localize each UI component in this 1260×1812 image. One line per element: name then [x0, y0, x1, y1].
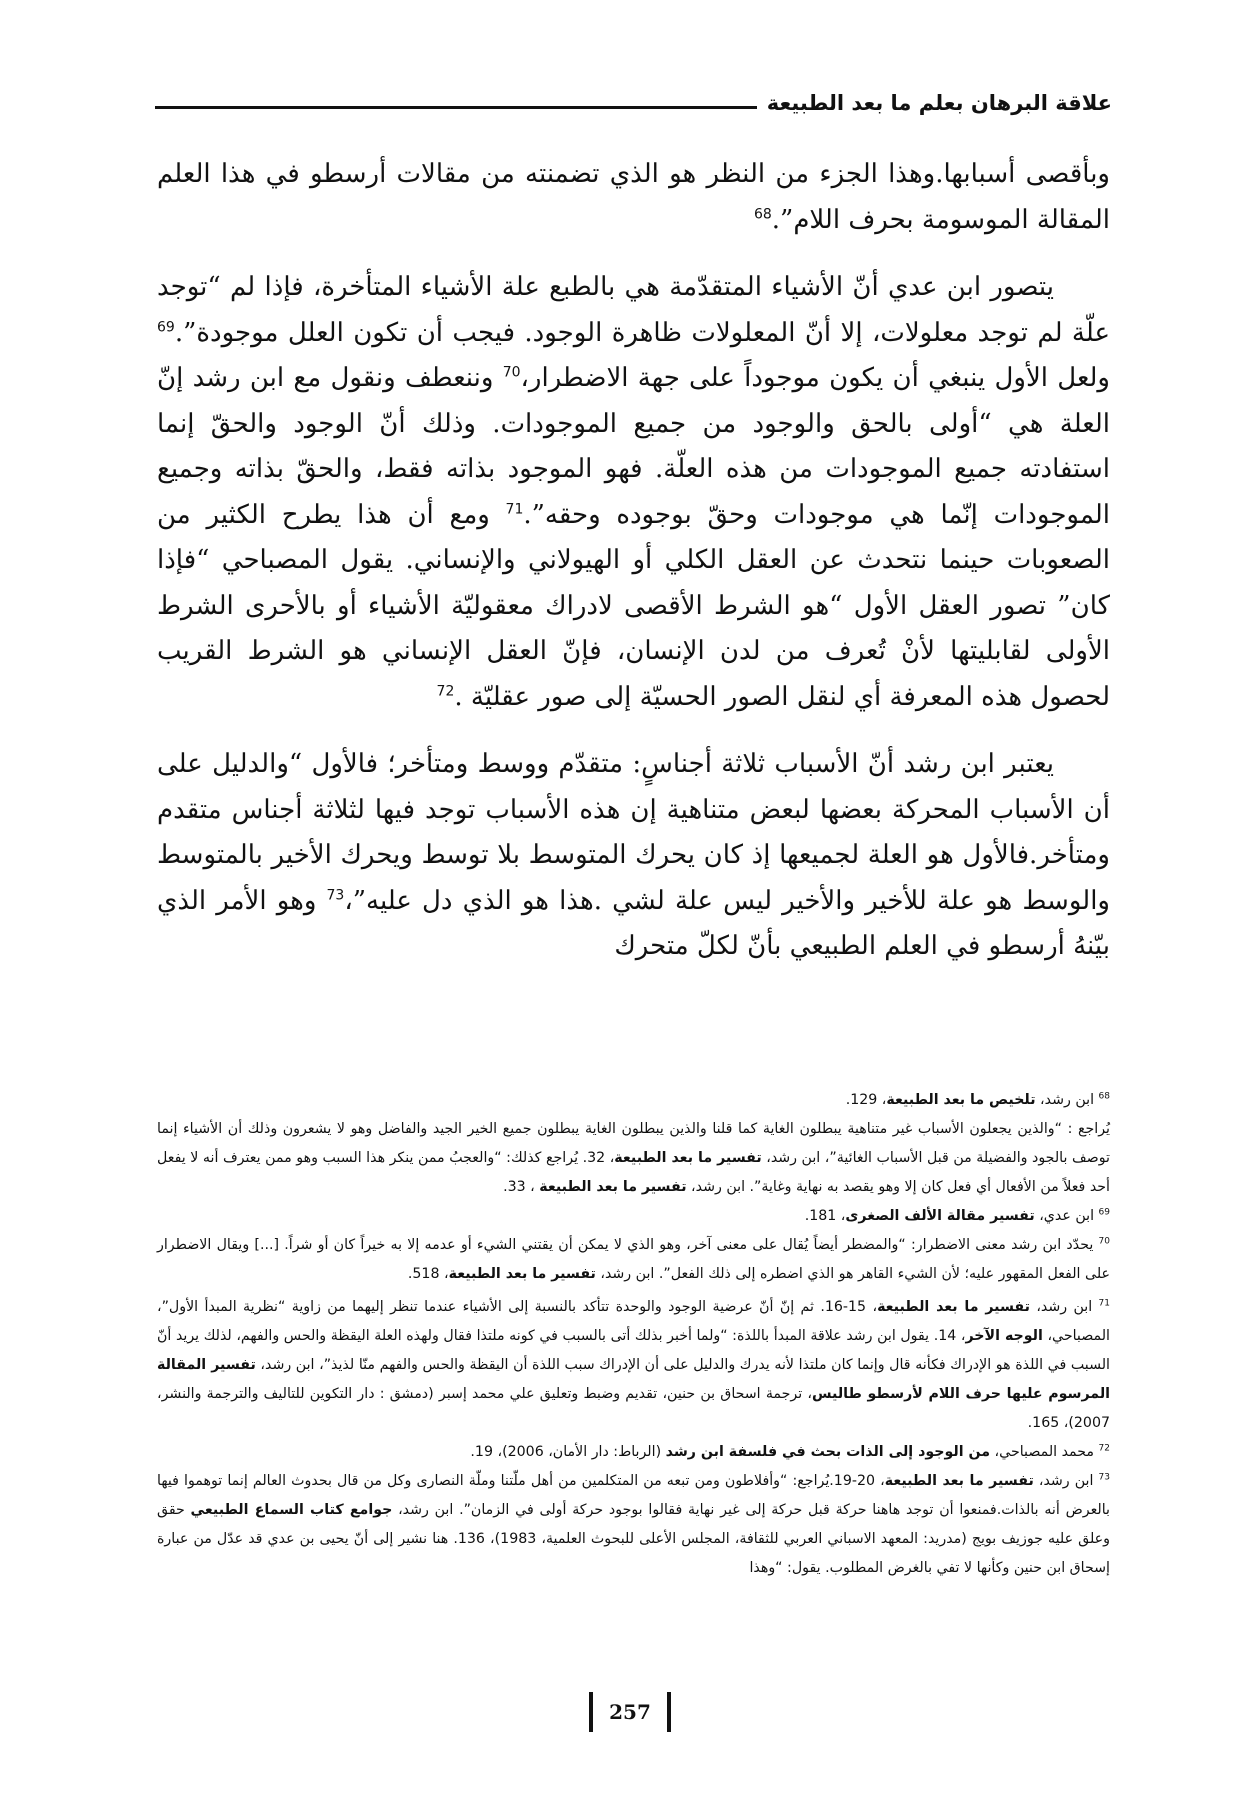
footnote-ref-68[interactable]: 68	[753, 205, 772, 222]
footnote-71-title-3: تفسير المقالة المرسوم عليها حرف اللام لأرسطو طاليس	[157, 1357, 1111, 1402]
footnote-69-number: 69	[1098, 1207, 1110, 1218]
footnote-70-number: 70	[1098, 1236, 1110, 1247]
footnote-70-text-c: ، 518.	[407, 1266, 449, 1282]
paragraph-1	[157, 152, 1110, 243]
footnote-69-title: تفسير مقالة الألف الصغرى	[845, 1208, 1035, 1224]
footnote-71-number: 71	[1098, 1298, 1110, 1309]
footnote-71	[157, 1293, 1110, 1438]
footnote-ref-71[interactable]: 71	[505, 500, 524, 517]
footnotes	[157, 1086, 1110, 1583]
page-number: 257	[589, 1692, 671, 1732]
footnote-68-number: 68	[1098, 1091, 1110, 1102]
footnote-68	[157, 1086, 1110, 1115]
footnote-71-text-c: ، 15-16. ثم إنّ أنّ عرضية الوجود والوحدة تتأكد بالنسبة إلى الأشياء عندما تنظر إليهما من زاوية “نظرية المبدأ الأول”، المصباحي،	[157, 1299, 1110, 1344]
footnote-68-text-c: ، 129.	[845, 1092, 887, 1108]
footnote-73-title-1: تفسير ما بعد الطبيعة	[884, 1473, 1034, 1489]
running-header-title: علاقة البرهان بعلم ما بعد الطبيعة	[757, 88, 1112, 118]
footnote-68b-text-c: ، 32. يُراجع كذلك: “والعجبُ ممن ينكر هذا السبب وهو ممن يعترف أنه لا يفعل أحد فعلاً من الأفعال أي فعل كان إلا وهو يقصد به نهاية وغاية”. ابن رشد،	[157, 1150, 1110, 1195]
footnote-72-text-a: محمد المصباحي،	[990, 1444, 1099, 1460]
footnote-68-title: تلخيص ما بعد الطبيعة	[886, 1092, 1036, 1108]
footnote-73-number: 73	[1098, 1472, 1110, 1483]
footnote-73-title-2: جوامع كتاب السماع الطبيعي	[190, 1502, 393, 1518]
footnote-71-text-e: ، ترجمة اسحاق بن حنين، تقديم وضبط وتعليق علي محمد إسبر (دمشق : دار التكوين للتاليف والترجمة والنشر، 2007)، 165.	[157, 1386, 1110, 1431]
paragraph-3-text-2: وهو الأمر الذي بيّنهُ أرسطو في العلم الطبيعي بأنّ لكلّ متحرك	[157, 885, 1110, 961]
footnote-72	[157, 1438, 1110, 1467]
footnote-73-text-a: ابن رشد،	[1033, 1473, 1099, 1489]
footnote-68b-title-1: تفسير ما بعد الطبيعة	[614, 1150, 762, 1166]
paragraph-1-text: وبأقصى أسبابها.وهذا الجزء من النظر هو الذي تضمنته من مقالات أرسطو في هذا العلم المقالة الموسومة بحرف اللام”.	[157, 159, 1110, 235]
footnote-68b-title-2: تفسير ما بعد الطبيعة	[539, 1179, 687, 1195]
footnote-71-text-d: ، 14. يقول ابن رشد علاقة المبدأ باللذة: “ولما أخبر بذلك أتى بالسبب في كونه ملتذا فقال ولهذه العلة اليقظة والحس والفهم، لذلك يريد أنّ السبب في اللذة هو الإدراك فكأنه قال وإنما كان ملتذا لأنه يدرك والدليل على أن الإدراك سبب اللذة أن اليقظة والحس والفهم منّا لذيذ”، ابن رشد،	[157, 1328, 1111, 1373]
footnote-68b-text-d: ، 33.	[503, 1179, 540, 1195]
footnote-72-number: 72	[1098, 1443, 1110, 1454]
running-header	[155, 88, 1112, 122]
footnote-71-title-2: الوجه الآخر	[965, 1328, 1043, 1344]
footnote-70-text-a: يحدّد ابن رشد معنى الاضطرار: “والمضطر أيضاً يُقال على معنى آخر، وهو الذي لا يمكن أن يقتني الشيء أو عدمه إلا به خيراً كان أو شراً. [...] ويقال الاضطرار على الفعل المقهور عليه؛ لأن الشيء القاهر هو الذي اضطره إلى ذلك الفعل”. ابن رشد،	[157, 1237, 1110, 1282]
footnote-68-text-a: ابن رشد،	[1035, 1092, 1099, 1108]
footnote-69-text-c: ، 181.	[804, 1208, 846, 1224]
footnote-69-text-a: ابن عدي،	[1034, 1208, 1099, 1224]
footnote-72-title: من الوجود إلى الذات بحث في فلسفة ابن رشد	[665, 1444, 991, 1460]
footnote-71-text-a: ابن رشد،	[1029, 1299, 1099, 1315]
paragraph-3-text-1: يعتبر ابن رشد أنّ الأسباب ثلاثة أجناسٍ: متقدّم ووسط ومتأخر؛ فالأول “والدليل على أن الأسباب المحركة بعضها لبعض متناهية إن هذه الأسباب توجد فيها لثلاثة أجناس متقدم ومتأخر.فالأول هو العلة لجميعها إذ كان يحرك المتوسط بلا توسط ويحرك الأخير بالمتوسط والوسط هو علة للأخير والأخير ليس علة لشي .هذا هو الذي دل عليه”،	[157, 749, 1110, 916]
footnote-70	[157, 1231, 1110, 1289]
footnote-68b-text-a: يُراجع : “والذين يجعلون الأسباب غير متناهية يبطلون الغاية كما قلنا والذين يبطلون الغاية يبطلون جميع الخير الجيد والفاضل وهو لا يشعرون وذلك أن الأشياء إنما توصف بالجود والفضيلة من قبل الأسباب الغائية”، ابن رشد،	[157, 1121, 1111, 1166]
footnote-69	[157, 1202, 1110, 1231]
footnote-70-title: تفسير ما بعد الطبيعة	[448, 1266, 596, 1282]
footnote-73	[157, 1467, 1110, 1583]
paragraph-2-text-2: ولعل الأول ينبغي أن يكون موجوداً على جهة الاضطرار،	[520, 363, 1110, 393]
footnote-ref-73[interactable]: 73	[326, 886, 345, 903]
page-footer	[0, 1692, 1260, 1732]
footnote-73-text-d: حقق وعلق عليه جوزيف بويج (مدريد: المعهد الاسباني العربي للثقافة، المجلس الأعلى للبحوث العلمية، 1983)، 136. هنا نشير إلى أنّ يحيى بن عدي قد عدّل من عبارة إسحاق ابن حنين وكأنها لا تفي بالغرض المطلوب. يقول: “وهذا	[157, 1502, 1110, 1576]
footnote-73-text-c: ، 20-19.يُراجع: “وأفلاطون ومن تبعه من المتكلمين من أهل ملّتنا وملّة النصارى وكل من قال بحدوث العالم إنما توهموا فيها بالعرض أنه بالذات.فمنعوا أن توجد هاهنا حركة قبل حركة إلى غير نهاية فقالوا بوجود حركة أولى في الزمان”. ابن رشد،	[157, 1473, 1111, 1518]
footnote-ref-72[interactable]: 72	[436, 682, 455, 699]
paragraph-2-text-4: ومع أن هذا يطرح الكثير من الصعوبات حينما نتحدث عن العقل الكلي أو الهيولاني والإنساني. يقول المصباحي “فإذا كان” تصور العقل الأول “هو الشرط الأقصى لادراك معقوليّة الأشياء أو بالأحرى الشرط الأولى لقابليتها لأنْ تُعرف من لدن الإنسان، فإنّ العقل الإنساني هو الشرط القريب لحصول هذه المعرفة أي لنقل الصور الحسيّة إلى صور عقليّة .	[157, 499, 1110, 712]
footnote-71-title-1: تفسير ما بعد الطبيعة	[877, 1299, 1030, 1315]
paragraph-2-text-1: يتصور ابن عدي أنّ الأشياء المتقدّمة هي بالطبع علة الأشياء المتأخرة، فإذا لم “توجد علّة لم توجد معلولات، إلا أنّ المعلولات ظاهرة الوجود. فيجب أن تكون العلل موجودة”.	[157, 272, 1110, 348]
footnote-ref-70[interactable]: 70	[502, 364, 521, 381]
footnote-ref-69[interactable]: 69	[157, 318, 175, 335]
paragraph-2-text-3: وننعطف ونقول مع ابن رشد إنّ العلة هي “أولى بالحق والوجود من جميع الموجودات. وذلك أنّ الوجود والحقّ إنما استفادته جميع الموجودات من هذه العلّة. فهو الموجود بذاته فقط، والحقّ بذاته وجميع الموجودات إنّما هي موجودات وحقّ بوجوده وحقه”.	[157, 363, 1110, 530]
footnote-72-text-c: (الرباط: دار الأمان، 2006)، 19.	[470, 1444, 666, 1460]
paragraph-3	[157, 742, 1110, 970]
footnote-68-continued	[157, 1115, 1110, 1202]
paragraph-2	[157, 265, 1110, 720]
main-text	[157, 152, 1110, 992]
